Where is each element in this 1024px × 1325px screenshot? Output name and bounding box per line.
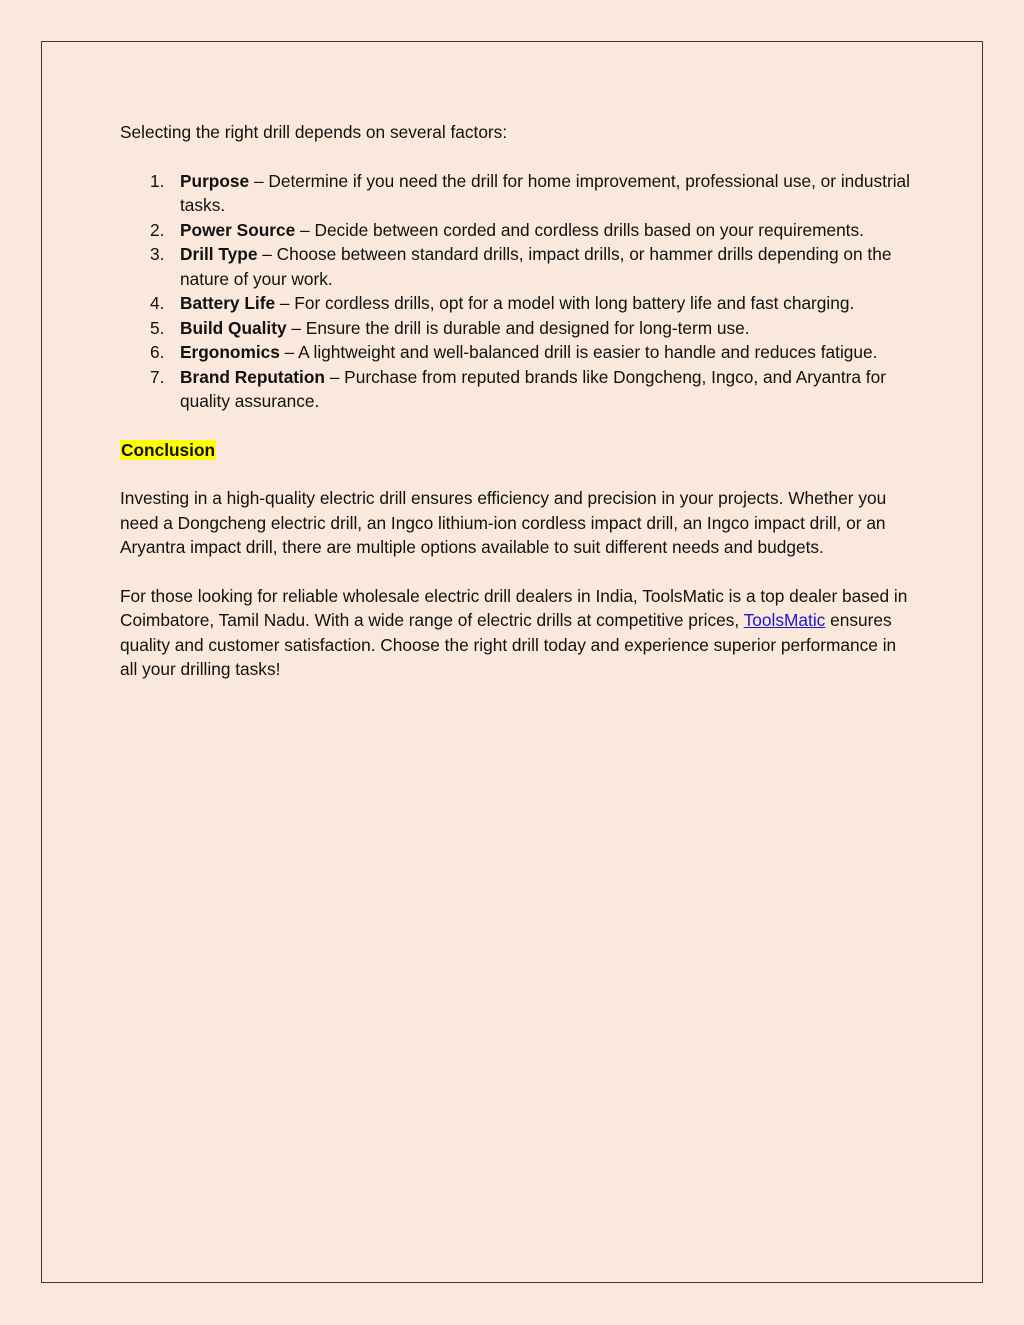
- list-item: [150, 218, 910, 243]
- list-term: Drill Type: [180, 244, 258, 264]
- conclusion-paragraph-1: Investing in a high-quality electric drill ensures efficiency and precision in your projects. Whether you need a Dongcheng electric drill, an Ingco lithium-ion cordless impact drill, an Ingco impact drill, or an Aryantra impact drill, there are multiple options available to suit different needs and budgets.: [120, 488, 887, 557]
- conclusion-heading-text: Conclusion: [121, 439, 216, 460]
- list-item: [150, 316, 910, 341]
- list-description: – Choose between standard drills, impact drills, or hammer drills depending on the nature of your work.: [180, 244, 892, 289]
- list-term: Ergonomics: [180, 342, 280, 362]
- list-item: [150, 365, 910, 414]
- paragraph-text: For those looking for reliable wholesale electric drill dealers in India, ToolsMatic is a top dealer based in Coimbatore, Tamil Nadu. With a wide range of electric drills at competitive prices,: [120, 585, 908, 630]
- list-term: Battery Life: [180, 293, 276, 313]
- list-description: – Ensure the drill is durable and designed for long-term use.: [286, 317, 750, 338]
- list-number: 1.: [150, 170, 165, 191]
- list-description: – For cordless drills, opt for a model with long battery life and fast charging.: [275, 293, 855, 313]
- toolsmatic-link[interactable]: ToolsMatic: [743, 610, 826, 630]
- list-item: [150, 291, 910, 316]
- factors-list: [120, 169, 910, 414]
- list-item: [150, 340, 910, 365]
- list-number: 2.: [150, 219, 165, 240]
- paragraph-text: ensures quality and customer satisfaction. Choose the right drill today and experience superior performance in all your drilling tasks!: [120, 610, 897, 679]
- list-number: 7.: [150, 366, 165, 387]
- conclusion-heading: [120, 438, 910, 463]
- intro-text: Selecting the right drill depends on several factors:: [120, 122, 508, 142]
- list-item: [150, 242, 910, 291]
- list-term: Power Source: [180, 219, 296, 240]
- list-term: Build Quality: [180, 317, 287, 338]
- list-term: Purpose: [180, 170, 250, 191]
- conclusion-paragraph-2: [120, 584, 910, 682]
- list-description: – Decide between corded and cordless drills based on your requirements.: [295, 219, 864, 240]
- list-item: [150, 169, 911, 218]
- list-number: 6.: [150, 342, 165, 362]
- document-body: [120, 120, 910, 706]
- list-description: – A lightweight and well-balanced drill is easier to handle and reduces fatigue.: [279, 342, 878, 362]
- list-number: 3.: [150, 244, 165, 264]
- list-description: – Purchase from reputed brands like Dongcheng, Ingco, and Aryantra for quality assurance.: [180, 366, 886, 411]
- list-number: 4.: [150, 293, 165, 313]
- list-number: 5.: [150, 317, 165, 338]
- list-description: – Determine if you need the drill for home improvement, professional use, or industrial tasks.: [180, 170, 911, 215]
- list-term: Brand Reputation: [180, 366, 325, 387]
